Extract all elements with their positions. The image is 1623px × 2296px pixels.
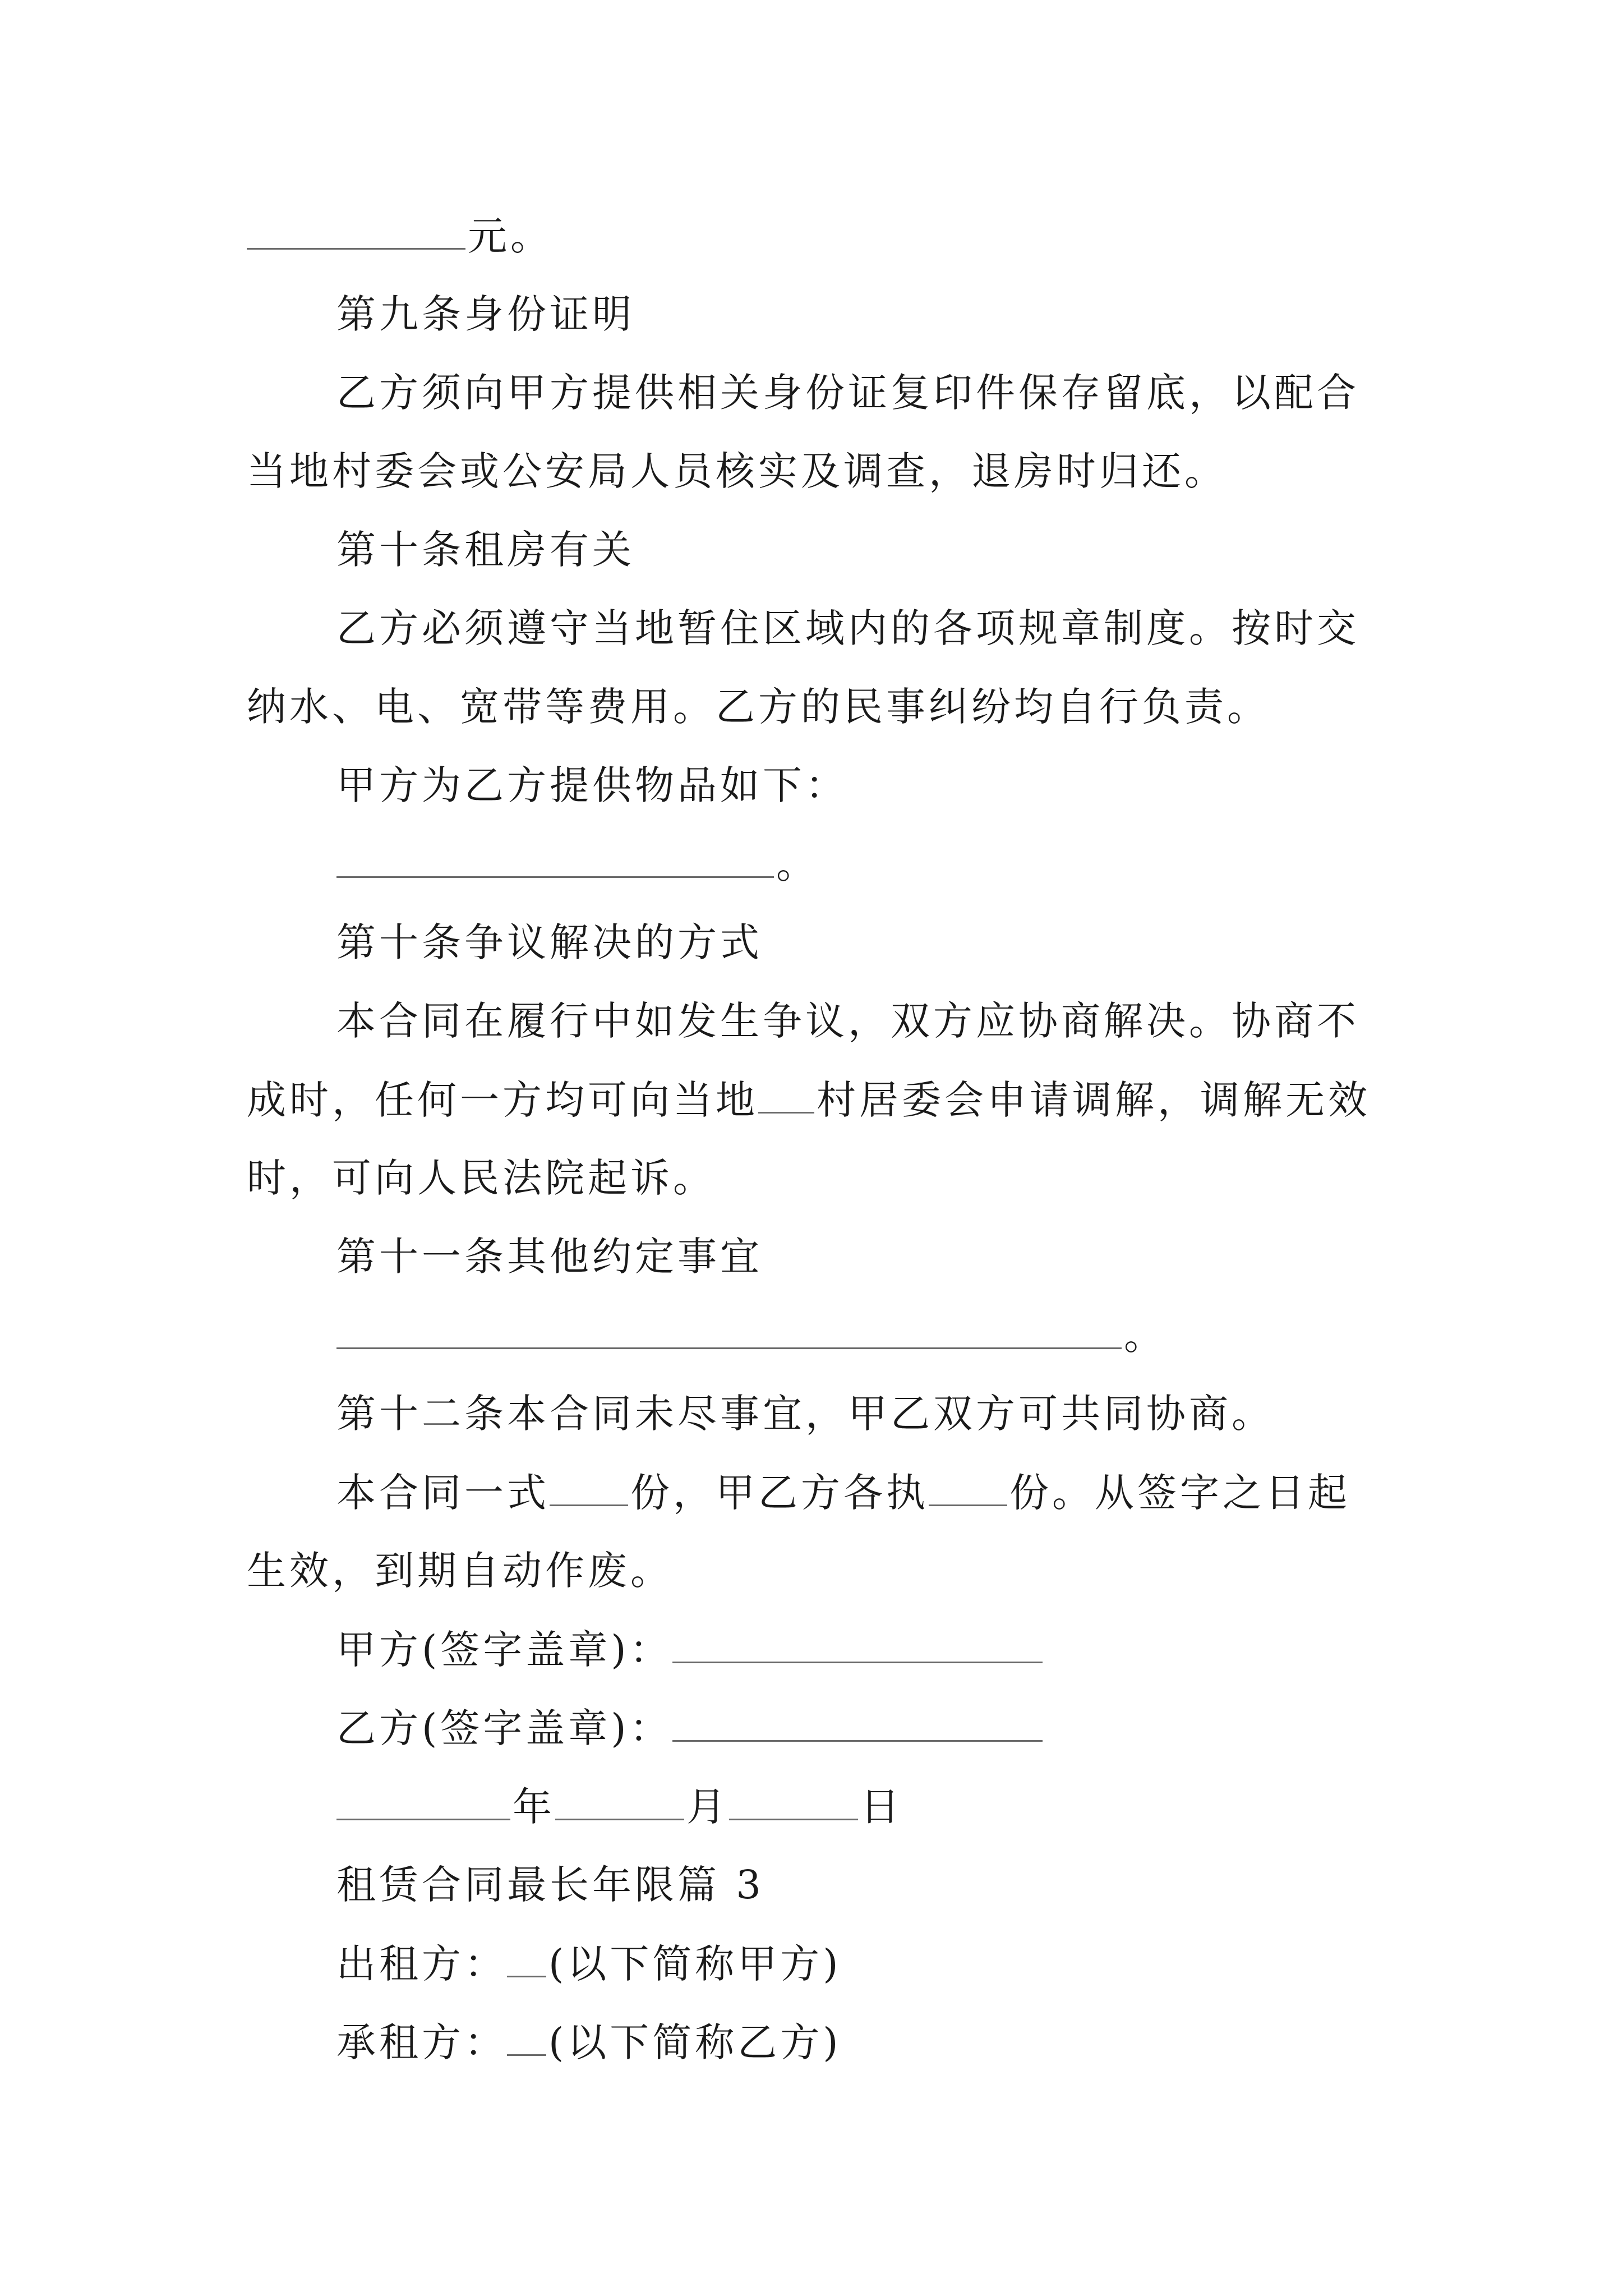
- text-line: 当地村委会或公安局人员核实及调查，退房时归还。: [247, 448, 1227, 494]
- fill-in-blank: [507, 2019, 546, 2056]
- fill-in-blank: [758, 1077, 814, 1114]
- text-line: 乙方必须遵守当地暂住区域内的各项规章制度。按时交: [336, 605, 1359, 651]
- date-blank: [336, 1784, 510, 1820]
- text-line: 纳水、电、宽带等费用。乙方的民事纠纷均自行负责。: [247, 684, 1270, 730]
- text-line: 成时，任何一方均可向当地 村居委会申请调解，调解无效: [247, 1077, 1371, 1123]
- clause-heading: 第十条争议解决的方式: [336, 919, 763, 965]
- text-line: 本合同在履行中如发生争议，双方应协商解决。协商不: [336, 998, 1359, 1044]
- clause-heading: 第九条身份证明: [336, 291, 635, 337]
- text-line: 。: [336, 1313, 1391, 1358]
- date-line: 年 月 日: [336, 1784, 1391, 1829]
- clause-heading: 第十二条本合同未尽事宜，甲乙双方可共同协商。: [336, 1391, 1274, 1437]
- party-line: 承租方： (以下简称乙方): [336, 2019, 842, 2065]
- fill-in-blank: [929, 1470, 1007, 1506]
- text-line: 乙方须向甲方提供相关身份证复印件保存留底，以配合: [336, 370, 1359, 416]
- date-blank: [729, 1784, 858, 1820]
- fill-in-blank: [247, 213, 465, 250]
- fill-in-blank: [336, 841, 774, 878]
- clause-heading: 第十一条其他约定事宜: [336, 1234, 763, 1280]
- signature-blank: [672, 1627, 1043, 1663]
- date-blank: [555, 1784, 684, 1820]
- fill-in-blank: [336, 1313, 1122, 1349]
- text-line: 。: [336, 841, 1391, 887]
- text-line: 时，可向人民法院起诉。: [247, 1155, 716, 1201]
- signature-blank: [672, 1705, 1043, 1742]
- text-line: 本合同一式 份，甲乙方各执 份。从签字之日起: [336, 1470, 1350, 1516]
- party-line: 出租方： (以下简称甲方): [336, 1941, 842, 1987]
- text-line: 生效，到期自动作废。: [247, 1548, 673, 1594]
- section-heading: 租赁合同最长年限篇 3: [336, 1862, 764, 1908]
- fill-in-blank: [550, 1470, 628, 1506]
- text-line: 甲方为乙方提供物品如下：: [336, 762, 848, 808]
- signature-line: 乙方(签字盖章)：: [336, 1705, 1391, 1751]
- fill-in-blank: [507, 1941, 546, 1977]
- clause-heading: 第十条租房有关: [336, 527, 635, 573]
- text-line: 元。: [247, 213, 1391, 259]
- signature-line: 甲方(签字盖章)：: [336, 1627, 1391, 1672]
